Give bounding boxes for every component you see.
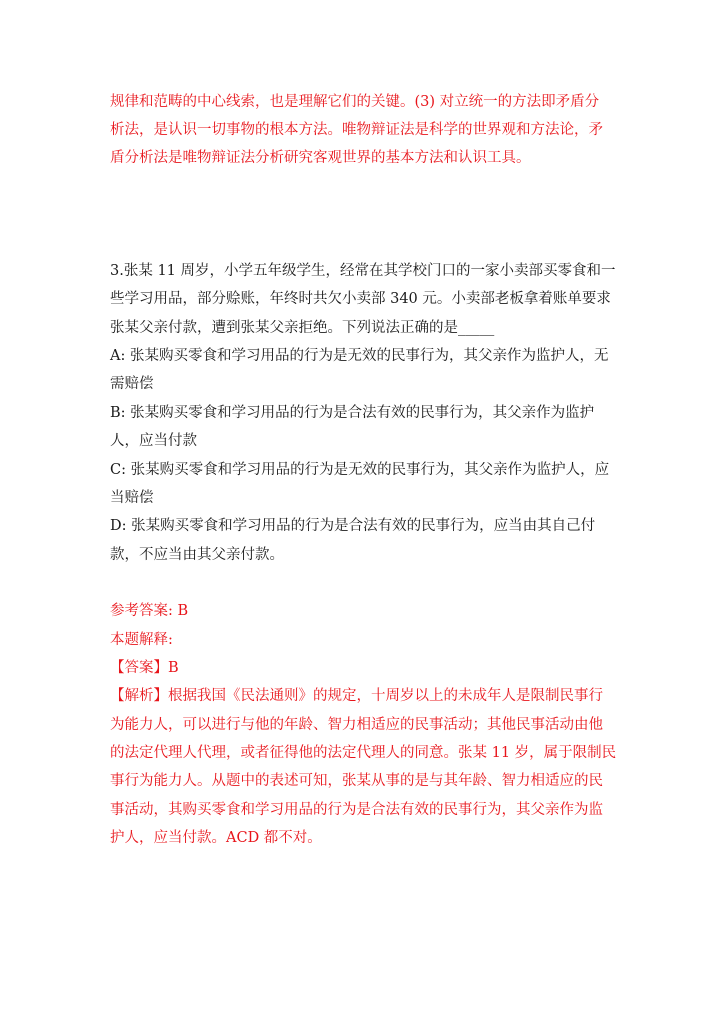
explanation-heading: 本题解释: [110,632,173,648]
option-c-line-2: 当赔偿 [110,490,154,506]
option-a-line-2: 需赔偿 [110,376,154,392]
analysis-line-1: 【解析】根据我国《民法通则》的规定，十周岁以上的未成年人是限制民事行 [110,688,603,704]
question-stem-line-3: 张某父亲付款，遭到张某父亲拒绝。下列说法正确的是_____ [110,320,495,336]
intro-line-3: 盾分析法是唯物辩证法分析研究客观世界的基本方法和认识工具。 [110,150,531,166]
analysis-line-4: 事行为能力人。从题中的表述可知，张某从事的是与其年龄、智力相适应的民 [110,773,603,789]
option-d-line-2: 款，不应当由其父亲付款。 [110,547,284,563]
intro-line-2: 析法，是认识一切事物的根本方法。唯物辩证法是科学的世界观和方法论，矛 [110,122,603,138]
option-d-line-1: D: 张某购买零食和学习用品的行为是合法有效的民事行为，应当由其自己付 [110,518,596,534]
analysis-line-5: 事活动，其购买零食和学习用品的行为是合法有效的民事行为，其父亲作为监 [110,802,603,818]
option-b-line-2: 人，应当付款 [110,433,197,449]
analysis-line-6: 护人，应当付款。ACD 都不对。 [110,830,322,846]
intro-line-1: 规律和范畴的中心线索，也是理解它们的关键。(3) 对立统一的方法即矛盾分 [110,94,600,110]
answer-line: 【答案】B [110,660,179,676]
analysis-line-3: 的法定代理人代理，或者征得他的法定代理人的同意。张某 11 岁，属于限制民 [110,745,617,761]
reference-answer: 参考答案: B [110,603,189,619]
option-a-line-1: A: 张某购买零食和学习用品的行为是无效的民事行为，其父亲作为监护人，无 [110,348,609,364]
option-c-line-1: C: 张某购买零食和学习用品的行为是无效的民事行为，其父亲作为监护人，应 [110,462,610,478]
analysis-line-2: 为能力人，可以进行与他的年龄、智力相适应的民事活动；其他民事活动由他 [110,717,603,733]
option-b-line-1: B: 张某购买零食和学习用品的行为是合法有效的民事行为，其父亲作为监护 [110,405,595,421]
question-stem-line-1: 3.张某 11 周岁，小学五年级学生，经常在其学校门口的一家小卖部买零食和一 [110,263,616,279]
question-stem-line-2: 些学习用品，部分赊账，年终时共欠小卖部 340 元。小卖部老板拿着账单要求 [110,291,611,307]
